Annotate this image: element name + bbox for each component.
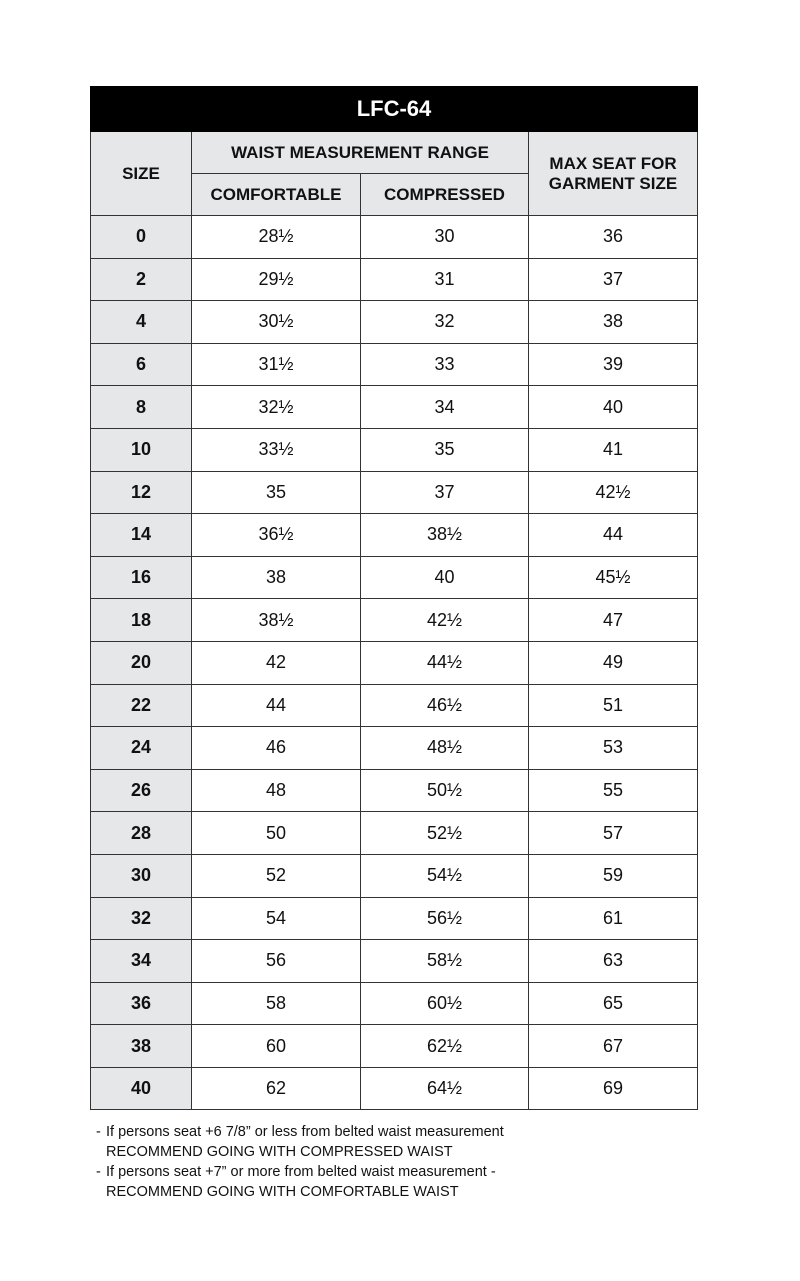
comfortable-cell: 38½ — [192, 599, 361, 642]
max-seat-header — [529, 132, 698, 216]
max-seat-cell: 65 — [529, 982, 698, 1025]
table-row — [91, 1025, 698, 1068]
footnotes — [96, 1122, 504, 1202]
max-seat-cell: 45½ — [529, 556, 698, 599]
comfortable-cell: 50 — [192, 812, 361, 855]
compressed-cell: 64½ — [361, 1067, 529, 1110]
table-row — [91, 556, 698, 599]
compressed-cell: 54½ — [361, 854, 529, 897]
compressed-cell: 44½ — [361, 641, 529, 684]
comfortable-cell: 52 — [192, 854, 361, 897]
compressed-cell: 58½ — [361, 940, 529, 983]
table-row — [91, 343, 698, 386]
table-row — [91, 812, 698, 855]
table-row — [91, 897, 698, 940]
comfortable-cell: 56 — [192, 940, 361, 983]
table-row — [91, 1067, 698, 1110]
table-row — [91, 684, 698, 727]
table-row — [91, 599, 698, 642]
comfortable-cell: 46 — [192, 727, 361, 770]
size-cell: 32 — [91, 897, 192, 940]
comfortable-cell: 42 — [192, 641, 361, 684]
footnote-line: If persons seat +6 7/8” or less from belted waist measurement — [106, 1124, 504, 1140]
comfortable-cell: 38 — [192, 556, 361, 599]
compressed-cell: 56½ — [361, 897, 529, 940]
table-row — [91, 641, 698, 684]
size-chart — [90, 86, 697, 1110]
footnote — [96, 1162, 504, 1202]
compressed-cell: 62½ — [361, 1025, 529, 1068]
compressed-cell: 48½ — [361, 727, 529, 770]
size-cell: 10 — [91, 428, 192, 471]
compressed-cell: 60½ — [361, 982, 529, 1025]
comfortable-cell: 30½ — [192, 301, 361, 344]
max-seat-header-line1: MAX SEAT FOR — [549, 153, 677, 173]
max-seat-cell: 38 — [529, 301, 698, 344]
max-seat-cell: 59 — [529, 854, 698, 897]
size-cell: 20 — [91, 641, 192, 684]
table-row — [91, 471, 698, 514]
compressed-cell: 46½ — [361, 684, 529, 727]
compressed-cell: 42½ — [361, 599, 529, 642]
size-cell: 0 — [91, 216, 192, 259]
max-seat-cell: 51 — [529, 684, 698, 727]
size-cell: 40 — [91, 1067, 192, 1110]
compressed-cell: 33 — [361, 343, 529, 386]
max-seat-cell: 39 — [529, 343, 698, 386]
max-seat-cell: 61 — [529, 897, 698, 940]
size-cell: 22 — [91, 684, 192, 727]
compressed-cell: 32 — [361, 301, 529, 344]
comfortable-cell: 60 — [192, 1025, 361, 1068]
size-cell: 2 — [91, 258, 192, 301]
table-row — [91, 301, 698, 344]
comfortable-cell: 33½ — [192, 428, 361, 471]
size-cell: 14 — [91, 514, 192, 557]
size-header: SIZE — [91, 132, 192, 216]
size-cell: 26 — [91, 769, 192, 812]
size-cell: 18 — [91, 599, 192, 642]
max-seat-cell: 63 — [529, 940, 698, 983]
compressed-cell: 38½ — [361, 514, 529, 557]
comfortable-header: COMFORTABLE — [192, 174, 361, 216]
table-row — [91, 514, 698, 557]
size-cell: 16 — [91, 556, 192, 599]
comfortable-cell: 44 — [192, 684, 361, 727]
max-seat-header-line2: GARMENT SIZE — [548, 173, 678, 193]
compressed-header: COMPRESSED — [361, 174, 529, 216]
comfortable-cell: 28½ — [192, 216, 361, 259]
max-seat-cell: 49 — [529, 641, 698, 684]
comfortable-cell: 62 — [192, 1067, 361, 1110]
size-cell: 30 — [91, 854, 192, 897]
table-row — [91, 727, 698, 770]
size-table — [90, 86, 698, 1110]
table-row — [91, 386, 698, 429]
max-seat-cell: 69 — [529, 1067, 698, 1110]
table-row — [91, 216, 698, 259]
max-seat-cell: 36 — [529, 216, 698, 259]
compressed-cell: 31 — [361, 258, 529, 301]
max-seat-cell: 41 — [529, 428, 698, 471]
table-row — [91, 854, 698, 897]
size-cell: 6 — [91, 343, 192, 386]
size-cell: 36 — [91, 982, 192, 1025]
size-cell: 24 — [91, 727, 192, 770]
max-seat-cell: 57 — [529, 812, 698, 855]
max-seat-cell: 42½ — [529, 471, 698, 514]
compressed-cell: 40 — [361, 556, 529, 599]
table-row — [91, 769, 698, 812]
max-seat-cell: 53 — [529, 727, 698, 770]
compressed-cell: 30 — [361, 216, 529, 259]
comfortable-cell: 36½ — [192, 514, 361, 557]
max-seat-cell: 55 — [529, 769, 698, 812]
max-seat-cell: 40 — [529, 386, 698, 429]
waist-range-header: WAIST MEASUREMENT RANGE — [192, 132, 529, 174]
compressed-cell: 34 — [361, 386, 529, 429]
max-seat-cell: 67 — [529, 1025, 698, 1068]
max-seat-cell: 44 — [529, 514, 698, 557]
chart-title: LFC-64 — [91, 87, 698, 132]
comfortable-cell: 29½ — [192, 258, 361, 301]
footnote-dash: - — [96, 1124, 101, 1140]
footnote-recommendation: RECOMMEND GOING WITH COMFORTABLE WAIST — [106, 1184, 459, 1200]
footnote-recommendation: RECOMMEND GOING WITH COMPRESSED WAIST — [106, 1144, 453, 1160]
size-cell: 12 — [91, 471, 192, 514]
comfortable-cell: 35 — [192, 471, 361, 514]
footnote-line: If persons seat +7” or more from belted waist measurement - — [106, 1164, 496, 1180]
compressed-cell: 52½ — [361, 812, 529, 855]
size-cell: 4 — [91, 301, 192, 344]
compressed-cell: 50½ — [361, 769, 529, 812]
compressed-cell: 37 — [361, 471, 529, 514]
table-body — [91, 216, 698, 1110]
table-row — [91, 982, 698, 1025]
comfortable-cell: 54 — [192, 897, 361, 940]
compressed-cell: 35 — [361, 428, 529, 471]
size-cell: 34 — [91, 940, 192, 983]
table-row — [91, 258, 698, 301]
table-row — [91, 940, 698, 983]
size-cell: 38 — [91, 1025, 192, 1068]
footnote-dash: - — [96, 1164, 101, 1180]
table-row — [91, 428, 698, 471]
footnote — [96, 1122, 504, 1162]
comfortable-cell: 31½ — [192, 343, 361, 386]
comfortable-cell: 48 — [192, 769, 361, 812]
max-seat-cell: 47 — [529, 599, 698, 642]
comfortable-cell: 58 — [192, 982, 361, 1025]
max-seat-cell: 37 — [529, 258, 698, 301]
size-cell: 28 — [91, 812, 192, 855]
size-cell: 8 — [91, 386, 192, 429]
comfortable-cell: 32½ — [192, 386, 361, 429]
